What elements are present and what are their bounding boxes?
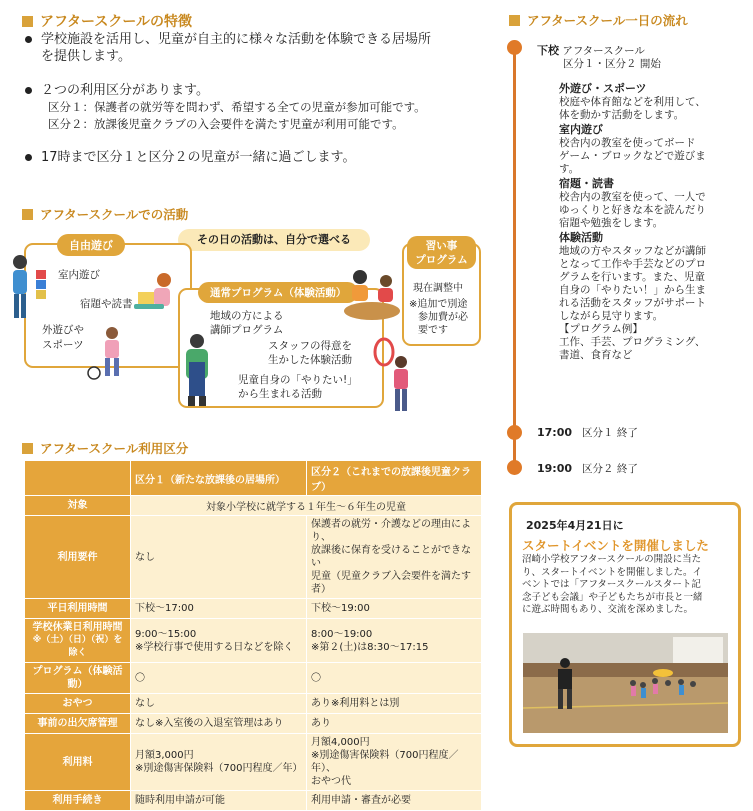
table-header-col1: 区分１（新たな放課後の居場所） (131, 461, 307, 496)
regular-program-item: 生かした体験活動 (268, 354, 352, 366)
features-list (22, 31, 500, 166)
table-header-col2: 区分２（これまでの放課後児童クラブ） (307, 461, 482, 496)
regular-program-item: スタッフの得意を (268, 340, 352, 352)
regular-program-item: 地域の方による (210, 310, 284, 322)
lessons-note: ※追加で別途 参加費が必 要です (409, 299, 468, 336)
table-row: プログラム（体験活動） 〇 〇 (25, 663, 482, 694)
flow-start: 下校 アフタースクール 区分１・区分２ 開始 (537, 44, 661, 70)
table-row: 平日利用時間 下校～17:00 下校～19:00 (25, 599, 482, 619)
flow-end-1: 17:00 区分１ 終了 (537, 426, 638, 439)
lessons-status: 現在調整中 (413, 283, 463, 294)
timeline-dot-start (507, 40, 522, 55)
feature-bullet-1: 学校施設を活用し、児童が自主的に様々な活動を体験できる居場所 を提供します。 (22, 31, 500, 65)
table-row: 学校休業日利用時間 ※（土）（日）（祝）を除く 9:00～15:00 ※学校行事で使用する日などを除く 8:00～19:00 ※第２(土)は8:30～17:15 (25, 619, 482, 663)
timeline-dot-1700 (507, 425, 522, 440)
child-with-blocks-illustration (6, 252, 56, 332)
free-play-item: 外遊びや (42, 324, 84, 336)
lessons-tab: 習い事 プログラム (407, 236, 476, 269)
bullet-icon (25, 36, 32, 43)
usage-table (24, 460, 482, 811)
section-square-icon (22, 443, 33, 454)
racket-child-illustration (372, 336, 416, 420)
feature-bullet-3: 17時まで区分１と区分２の児童が一緒に過ごします。 (22, 149, 500, 166)
crafting-children-illustration (342, 267, 404, 325)
event-date: 2025年4月21日に (526, 519, 624, 532)
table-row: 事前の出欠席管理 なし※入室後の入退室管理はあり あり (25, 714, 482, 734)
activity-choice-banner: その日の活動は、自分で選べる (178, 229, 370, 251)
table-row: 利用要件 なし 保護者の就労・介護などの理由により、 放課後に保育を受けることができない 児童（児童クラブ入会要件を満たす者） (25, 516, 482, 599)
feature-sub-1: 区分１：保護者の就労等を問わず、希望する全ての児童が参加可能です。 (48, 100, 426, 114)
timeline-dot-1900 (507, 460, 522, 475)
section-square-icon (509, 15, 520, 26)
regular-program-tab: 通常プログラム（体験活動） (198, 282, 358, 303)
table-row: 利用料 月額3,000円 ※別途傷害保険料（700円程度／年） 月額4,000円 ※別途傷害保険料（700円程度／年）、 おやつ代 (25, 734, 482, 791)
bullet-icon (25, 154, 32, 161)
bullet-icon (25, 87, 32, 94)
free-play-item: スポーツ (42, 339, 84, 351)
free-play-item: 宿題や読書 (80, 298, 133, 310)
free-play-item: 室内遊び (58, 269, 100, 281)
flow-activities: 外遊び・スポーツ 校庭や体育館などを利用して、 体を動かす活動をします。 室内遊び 校舎内の教室を使ってボード ゲーム・ブロックなどで遊びま す。 宿題・読書 校舎内の教室を使って、一人で ゆっくりと好きな本を読んだり 宿題や勉強をします。 体験活動 地域の方やスタッフなどが講師 となって工作や手芸などのプロ グラムを行います。また、児童 自身の「やりたい！」から生ま れる活動をスタッフがサポート しながら見守ります。 【プログラム例】 工作、手芸、プログラミング、 書道、食育など (559, 82, 706, 361)
event-photo (523, 633, 728, 733)
table-row: 利用手続き 随時利用申請が可能 利用申請・審査が必要 (25, 791, 482, 811)
features-title: アフタースクールの特徴 (22, 11, 192, 31)
usage-title: アフタースクール利用区分 (22, 439, 188, 457)
activities-title: アフタースクールでの活動 (22, 205, 188, 223)
table-row: おやつ なし あり※利用料とは別 (25, 694, 482, 714)
regular-program-item: 講師プログラム (210, 324, 284, 336)
start-event-box (509, 502, 741, 747)
event-headline: スタートイベントを開催しました (522, 538, 709, 553)
reading-child-illustration (128, 270, 178, 325)
free-play-tab: 自由遊び (57, 234, 125, 256)
flow-title: アフタースクール一日の流れ (509, 11, 688, 29)
table-header-row (25, 461, 482, 496)
teacher-illustration (174, 332, 220, 408)
regular-program-item: 児童自身の「やりたい!」 (238, 374, 358, 386)
feature-sub-2: 区分２：放課後児童クラブの入会要件を満たす児童が利用可能です。 (48, 117, 404, 131)
table-row: 対象 対象小学校に就学する１年生～６年生の児童 (25, 496, 482, 516)
event-body: 沼崎小学校アフタースクールの開設に当た り、スタートイベントを開催しました。イ ベントでは「アフタースクールスタート記 念子ども会議」や子どもたちが市長と一緒 に遊ぶ時間もあり、交流を深めました。 (522, 554, 703, 615)
section-square-icon (22, 16, 33, 27)
table-header-blank (25, 461, 131, 496)
soccer-child-illustration (86, 325, 136, 385)
timeline-line (513, 47, 516, 472)
section-square-icon (22, 209, 33, 220)
regular-program-item: から生まれる活動 (238, 388, 322, 400)
flow-end-2: 19:00 区分２ 終了 (537, 462, 638, 475)
feature-bullet-2: ２つの利用区分があります。 (22, 82, 500, 99)
